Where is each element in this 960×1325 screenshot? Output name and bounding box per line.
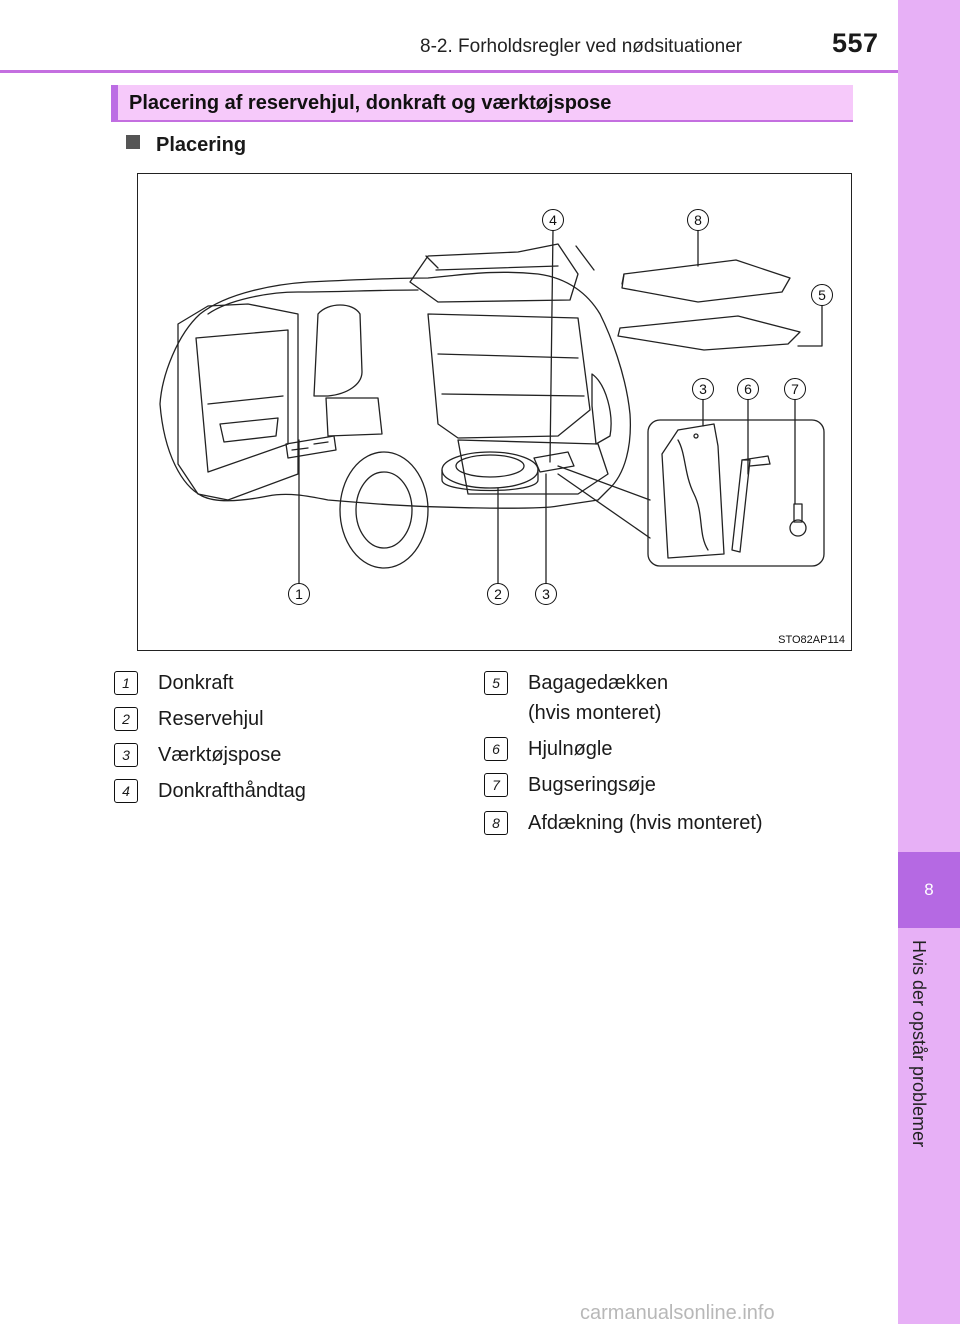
legend-number-1: 1	[114, 671, 138, 695]
car-body-outline	[160, 272, 630, 508]
callout-4: 4	[542, 209, 564, 231]
spare-tire	[442, 452, 538, 488]
cargo-lines	[438, 354, 584, 396]
tools-inset-box	[648, 420, 824, 566]
subheading: Placering	[156, 134, 247, 156]
legend-text-3: Værktøjspose	[158, 744, 282, 766]
legend-text-4: Donkrafthåndtag	[158, 780, 306, 802]
legend-number-5: 5	[484, 671, 508, 695]
tonneau-cover	[622, 260, 790, 302]
door-trim	[208, 396, 283, 404]
door-panel	[220, 418, 278, 442]
legend-text-2: Reservehjul	[158, 708, 264, 730]
rear-door	[178, 304, 298, 500]
callout-6: 6	[737, 378, 759, 400]
spare-tire-inner	[456, 455, 524, 477]
tailgate-glass-line	[436, 266, 558, 270]
rear-bumper	[458, 440, 608, 494]
wheel-wrench-socket	[742, 456, 770, 466]
legend-number-8: 8	[484, 811, 508, 835]
tool-bag-grommet	[694, 434, 698, 438]
rear-seat	[314, 305, 362, 396]
deck-board	[618, 316, 800, 350]
legend-text-5-note: (hvis monteret)	[528, 702, 662, 724]
legend-text-6: Hjulnøgle	[528, 738, 613, 760]
chapter-title-vertical: Hvis der opstår problemer	[909, 940, 929, 1148]
callout-3: 3	[535, 583, 557, 605]
square-bullet-icon	[126, 135, 140, 149]
cargo-opening	[428, 314, 590, 438]
header-section-title: 8-2. Forholdsregler ved nødsituationer	[420, 36, 743, 57]
callout-7: 7	[784, 378, 806, 400]
tool-bag-fold	[678, 440, 708, 550]
legend-number-3: 3	[114, 743, 138, 767]
seat-cushion	[326, 398, 382, 436]
section-title: Placering af reservehjul, donkraft og værktøjspose	[129, 92, 612, 114]
towing-eye-thread	[794, 504, 802, 522]
legend-text-7: Bugseringsøje	[528, 774, 656, 796]
page-number: 557	[832, 28, 879, 58]
tool-bag-in-car	[534, 452, 574, 472]
taillight	[592, 374, 611, 444]
legend-number-6: 6	[484, 737, 508, 761]
leader-line-4	[550, 230, 553, 462]
callout-2: 2	[487, 583, 509, 605]
figure-code: STO82AP114	[778, 634, 845, 646]
callout-1: 1	[288, 583, 310, 605]
legend-text-8: Afdækning (hvis monteret)	[528, 812, 763, 834]
wheel-wrench	[732, 460, 750, 552]
legend-number-2: 2	[114, 707, 138, 731]
legend-number-7: 7	[484, 773, 508, 797]
side-wheel-hub	[356, 472, 412, 548]
callout-3-inset: 3	[692, 378, 714, 400]
car-illustration	[138, 174, 851, 650]
callout-8: 8	[687, 209, 709, 231]
header-divider	[0, 70, 898, 73]
side-wheel	[340, 452, 428, 568]
roof-line	[208, 290, 418, 314]
legend-text-5: Bagagedækken	[528, 672, 669, 694]
jack-shape	[286, 436, 336, 458]
legend-number-4: 4	[114, 779, 138, 803]
tailgate-struts	[426, 246, 594, 270]
chapter-number-tab[interactable]: 8	[898, 852, 960, 928]
legend-text-1: Donkraft	[158, 672, 234, 694]
location-illustration	[137, 173, 852, 651]
callout-5: 5	[811, 284, 833, 306]
watermark: carmanualsonline.info	[580, 1302, 775, 1324]
